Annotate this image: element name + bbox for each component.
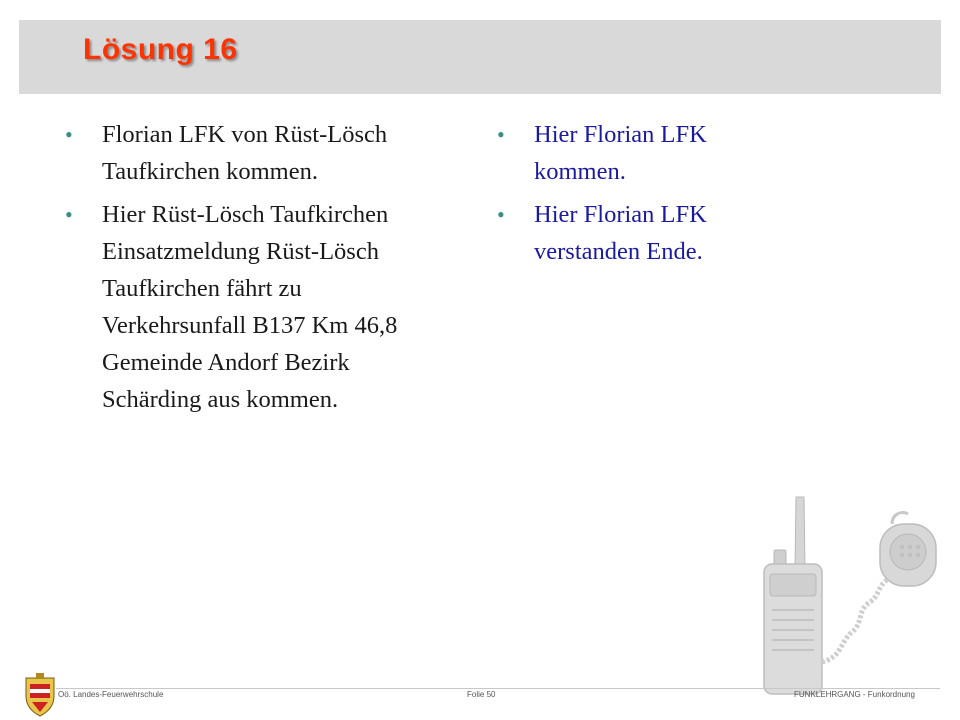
right-bullet-list <box>497 116 797 276</box>
fire-brigade-crest-icon <box>22 672 58 718</box>
bullet-icon: • <box>497 122 505 147</box>
list-item <box>65 196 440 418</box>
bullet-icon: • <box>65 202 73 227</box>
footer-course: FUNKLEHRGANG - Funkordnung <box>794 690 915 699</box>
list-item <box>65 116 440 190</box>
list-item-text: Florian LFK von Rüst-Lösch Taufkirchen kommen. <box>102 121 388 185</box>
handheld-radio-icon <box>752 492 952 697</box>
bullet-icon: • <box>65 122 73 147</box>
list-item-text: Hier Rüst-Lösch Taufkirchen Einsatzmeldung Rüst-Lösch Taufkirchen fährt zu Verkehrsunfall B137 Km 46,8 Gemeinde Andorf Bezirk Schärding aus kommen. <box>102 201 398 413</box>
list-item <box>497 116 797 190</box>
footer-divider <box>56 688 940 689</box>
footer-organization: Oö. Landes-Feuerwehrschule <box>58 690 164 699</box>
list-item-text: Hier Florian LFK kommen. <box>534 121 707 185</box>
slide-title: Lösung 16 <box>83 33 238 66</box>
footer-slide-number: Folie 50 <box>467 690 496 699</box>
list-item-text: Hier Florian LFK verstanden Ende. <box>534 201 707 265</box>
bullet-icon: • <box>497 202 505 227</box>
left-bullet-list <box>65 116 440 424</box>
list-item <box>497 196 797 270</box>
